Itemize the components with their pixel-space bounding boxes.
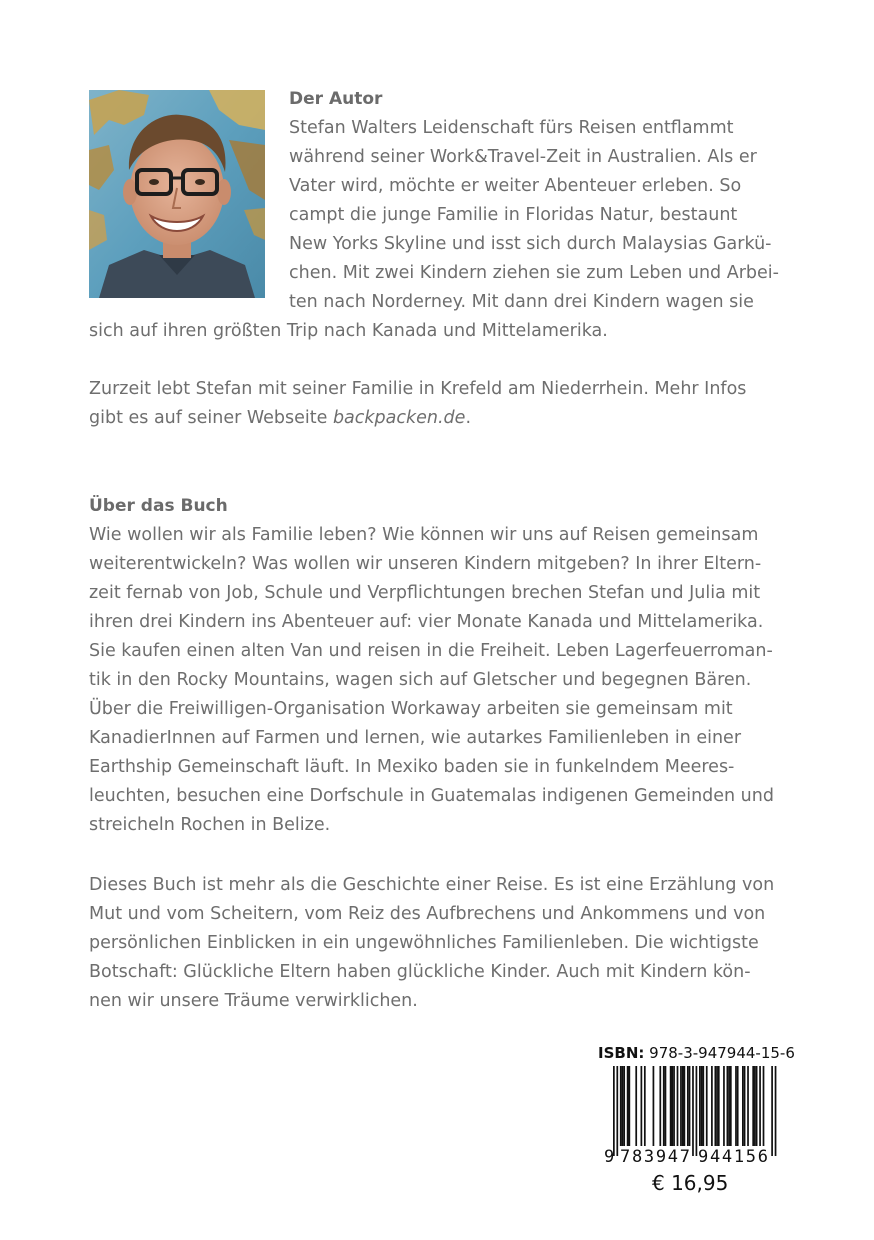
author-text-line: New Yorks Skyline und isst sich durch Malaysias Garkü- — [289, 234, 772, 254]
barcode-bar — [706, 1066, 708, 1146]
author-text-line: während seiner Work&Travel-Zeit in Australien. Als er — [289, 147, 757, 167]
barcode-bar — [737, 1066, 739, 1146]
book-text-line: zeit fernab von Job, Schule und Verpflichtungen brechen Stefan und Julia mit — [89, 583, 761, 603]
barcode-bar — [627, 1066, 629, 1146]
barcode-bar — [744, 1066, 746, 1146]
barcode-bar — [716, 1066, 718, 1146]
book-summary-line: persönlichen Einblicken in ein ungewöhnliches Familienleben. Die wichtigste — [89, 933, 759, 953]
book-summary-line: Dieses Buch ist mehr als die Geschichte einer Reise. Es ist eine Erzählung von — [89, 875, 775, 895]
barcode-bar — [759, 1066, 761, 1146]
barcode-bar — [747, 1066, 749, 1146]
book-text-line: KanadierInnen auf Farmen und lernen, wie autarkes Familienleben in einer — [89, 728, 742, 748]
book-summary-line: Botschaft: Glückliche Eltern haben glückliche Kinder. Auch mit Kindern kön- — [89, 962, 751, 982]
barcode-guard-bar — [771, 1066, 773, 1156]
author-text-line: ten nach Norderney. Mit dann drei Kindern wagen sie — [289, 292, 754, 312]
barcode-bar — [622, 1066, 624, 1146]
book-text-line: weiterentwickeln? Was wollen wir unseren Kindern mitgeben? In ihrer Eltern- — [89, 554, 762, 574]
barcode-bar — [677, 1066, 679, 1146]
barcode-bar — [714, 1066, 716, 1146]
barcode-bar — [730, 1066, 732, 1146]
barcode-bar — [644, 1066, 646, 1146]
author-text-line: campt die junge Familie in Floridas Natur, bestaunt — [289, 205, 738, 225]
barcode-guard-bar — [775, 1066, 777, 1156]
book-text-line: Sie kaufen einen alten Van und reisen in die Freiheit. Leben Lagerfeuerroman- — [89, 641, 773, 661]
barcode — [600, 1066, 784, 1170]
isbn-label — [598, 1044, 795, 1062]
barcode-bar — [727, 1066, 729, 1146]
barcode-bar — [682, 1066, 684, 1146]
barcode-bar — [718, 1066, 720, 1146]
author-portrait-illustration — [89, 90, 265, 298]
book-summary-line: Mut und vom Scheitern, vom Reiz des Aufbrechens und Ankommens und von — [89, 904, 766, 924]
barcode-right-digits: 944156 — [698, 1147, 768, 1166]
barcode-bar — [754, 1066, 756, 1146]
barcode-bar — [680, 1066, 682, 1146]
barcode-left-digits: 783947 — [620, 1147, 690, 1166]
website-suffix: . — [465, 408, 472, 428]
barcode-bar — [684, 1066, 686, 1146]
website-link[interactable]: backpacken.de — [332, 408, 466, 428]
website-prefix: gibt es auf seiner Webseite — [89, 408, 333, 428]
book-text-line: streicheln Rochen in Belize. — [89, 815, 331, 835]
isbn-number: 978-3-947944-15-6 — [649, 1044, 795, 1062]
author-text-line: chen. Mit zwei Kindern ziehen sie zum Leben und Arbei- — [289, 263, 779, 283]
barcode-bar — [735, 1066, 737, 1146]
barcode-bar — [659, 1066, 661, 1146]
barcode-bar — [641, 1066, 643, 1146]
barcode-bar — [628, 1066, 630, 1146]
book-heading: Über das Buch — [89, 496, 228, 516]
author-text-line: Vater wird, möchte er weiter Abenteuer erleben. So — [289, 176, 742, 196]
barcode-guard-bar — [696, 1066, 698, 1156]
book-text-line: leuchten, besuchen eine Dorfschule in Guatemalas indigenen Gemeinden und — [89, 786, 774, 806]
book-text-line: ihren drei Kindern ins Abenteuer auf: vier Monate Kanada und Mittelamerika. — [89, 612, 764, 632]
author-heading: Der Autor — [289, 89, 383, 109]
barcode-guard-bar — [613, 1066, 615, 1156]
barcode-bar — [620, 1066, 622, 1146]
author-text-line: sich auf ihren größten Trip nach Kanada und Mittelamerika. — [89, 321, 608, 341]
barcode-first-digit: 9 — [604, 1147, 615, 1166]
barcode-bar — [711, 1066, 713, 1146]
barcode-bar — [701, 1066, 703, 1146]
barcode-bar — [702, 1066, 704, 1146]
isbn-prefix: ISBN: — [598, 1044, 645, 1062]
barcode-guard-bar — [692, 1066, 694, 1156]
barcode-bar — [663, 1066, 665, 1146]
book-text-line: Über die Freiwilligen-Organisation Workaway arbeiten sie gemeinsam mit — [89, 699, 733, 719]
barcode-bar — [723, 1066, 725, 1146]
barcode-bar — [689, 1066, 691, 1146]
author-text-line: Stefan Walters Leidenschaft fürs Reisen entflammt — [289, 118, 734, 138]
book-text-line: Earthship Gemeinschaft läuft. In Mexiko baden sie in funkelndem Meeres- — [89, 757, 735, 777]
book-summary-line: nen wir unsere Träume verwirklichen. — [89, 991, 418, 1011]
barcode-bar — [671, 1066, 673, 1146]
barcode-bar — [742, 1066, 744, 1146]
barcode-bar — [687, 1066, 689, 1146]
author-website-line — [89, 404, 471, 433]
barcode-guard-bar — [616, 1066, 618, 1156]
barcode-bar — [623, 1066, 625, 1146]
barcode-bar — [673, 1066, 675, 1146]
barcode-bar — [635, 1066, 637, 1146]
barcode-bar — [665, 1066, 667, 1146]
barcode-bar — [763, 1066, 765, 1146]
barcode-bar — [752, 1066, 754, 1146]
author-location-text: Zurzeit lebt Stefan mit seiner Familie in Krefeld am Niederrhein. Mehr Infos — [89, 379, 747, 399]
barcode-bar — [756, 1066, 758, 1146]
barcode-graphic — [600, 1066, 784, 1166]
book-text-line: tik in den Rocky Mountains, wagen sich auf Gletscher und begegnen Bären. — [89, 670, 752, 690]
book-text-line: Wie wollen wir als Familie leben? Wie können wir uns auf Reisen gemeinsam — [89, 525, 759, 545]
barcode-bar — [728, 1066, 730, 1146]
author-photo — [89, 90, 265, 298]
barcode-bar — [670, 1066, 672, 1146]
barcode-bar — [653, 1066, 655, 1146]
price: € 16,95 — [652, 1171, 729, 1195]
barcode-bar — [699, 1066, 701, 1146]
